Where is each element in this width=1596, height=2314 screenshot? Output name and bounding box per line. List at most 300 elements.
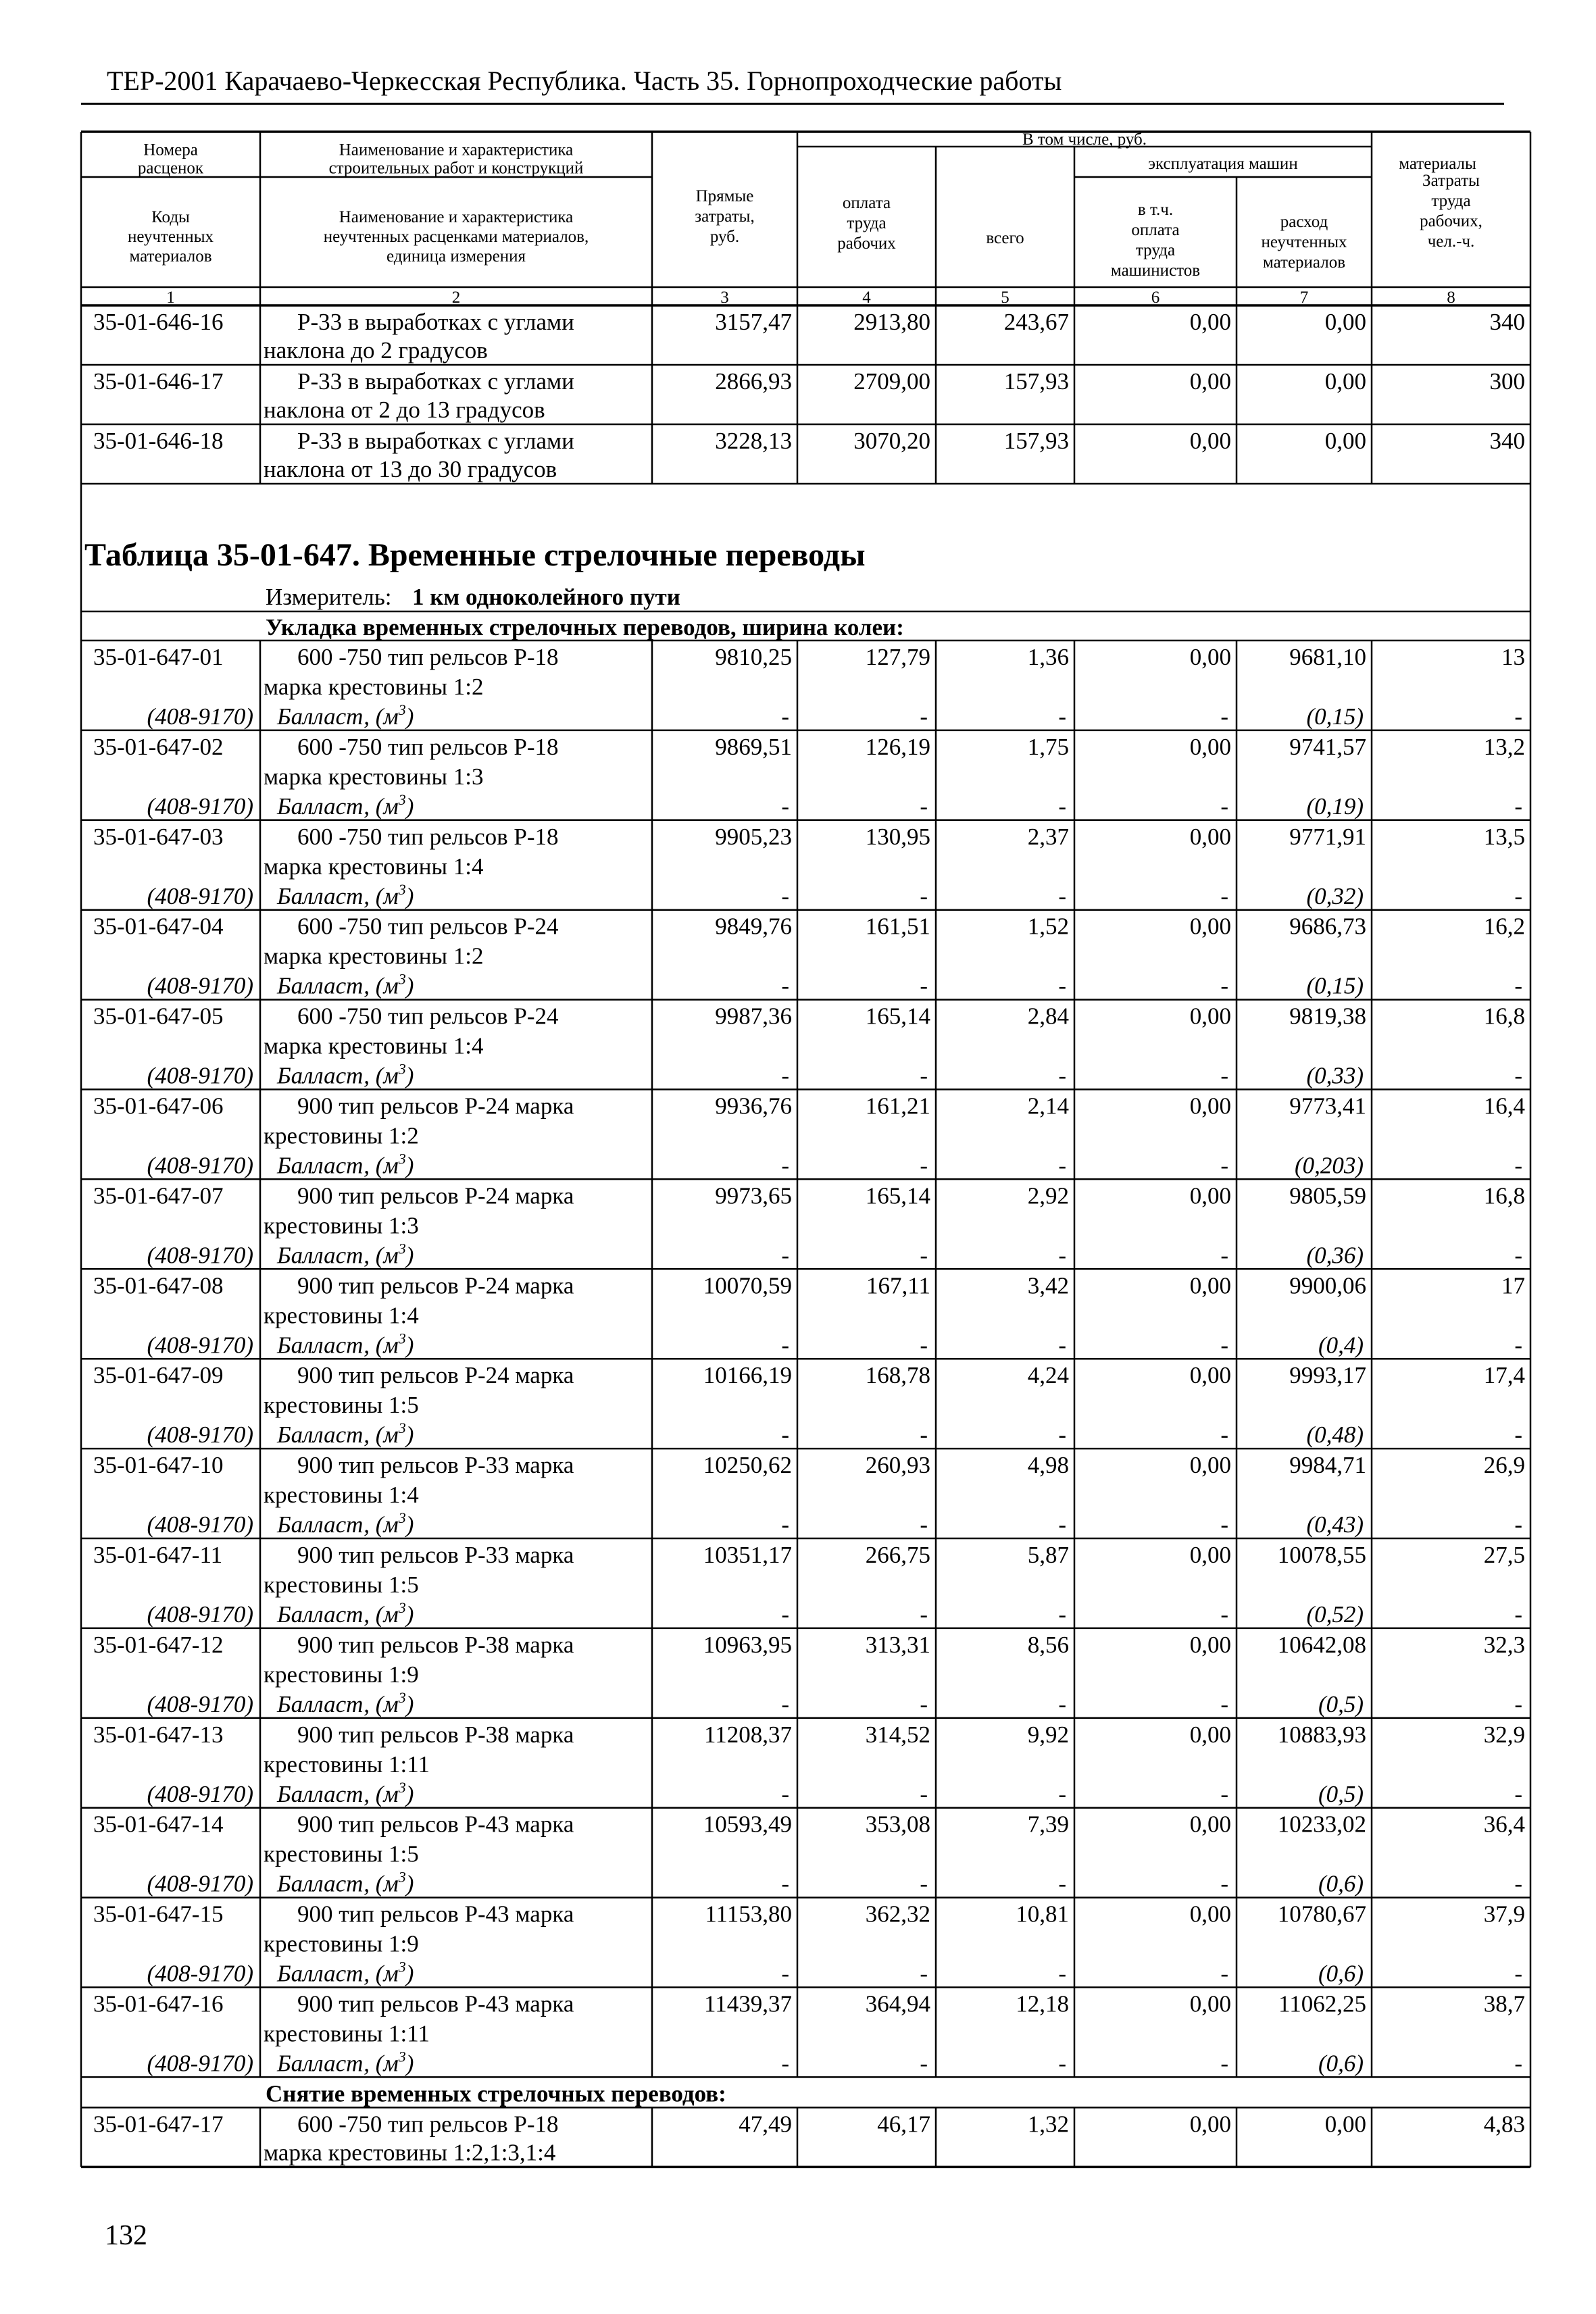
material-name-end: ) (405, 1332, 414, 1359)
material-unit-superscript: 3 (398, 701, 406, 718)
rate-code: 35-01-647-03 (93, 823, 224, 850)
empty-dash: - (1514, 972, 1522, 999)
cell-value: 353,08 (865, 1811, 930, 1838)
work-name: 600 -750 тип рельсов Р-18 (297, 733, 559, 760)
empty-dash: - (1220, 972, 1228, 999)
col-head-worker-pay: оплата (842, 194, 891, 212)
material-code: (408-9170) (147, 1511, 253, 1538)
rate-code: 35-01-647-01 (93, 644, 224, 670)
empty-dash: - (781, 2050, 789, 2077)
cell-value: 266,75 (865, 1542, 930, 1568)
work-name: крестовины 1:4 (264, 1482, 419, 1509)
cell-value: 9987,36 (715, 1003, 792, 1030)
rate-code: 35-01-647-13 (93, 1721, 224, 1748)
empty-dash: - (920, 1870, 928, 1897)
cell-value: 2866,93 (715, 368, 792, 395)
empty-dash: - (920, 1960, 928, 1987)
material-unit-superscript: 3 (398, 1599, 406, 1616)
col-head-group-machines: эксплуатация машин (1148, 155, 1298, 173)
work-name: крестовины 1:4 (264, 1302, 419, 1329)
cell-value: 0,00 (1189, 1542, 1231, 1568)
cell-value: 165,14 (865, 1182, 930, 1209)
cell-value: 0,00 (1189, 1901, 1231, 1928)
cell-value: 0,00 (1189, 1092, 1231, 1120)
empty-dash: - (1514, 1960, 1522, 1987)
col-number: 4 (862, 288, 871, 307)
material-unit-superscript: 3 (398, 790, 406, 808)
cell-value: 300 (1489, 368, 1525, 395)
rate-code: 35-01-647-16 (93, 1990, 224, 2017)
material-name-end: ) (405, 1422, 414, 1449)
cell-value: 46,17 (877, 2111, 930, 2138)
cell-value: 1,75 (1027, 733, 1069, 760)
work-name: 900 тип рельсов Р-33 марка (297, 1542, 574, 1568)
empty-dash: - (1058, 1780, 1066, 1807)
cell-value: 0,00 (1189, 644, 1231, 670)
empty-dash: - (920, 1601, 928, 1628)
empty-dash: - (1220, 1242, 1228, 1269)
empty-dash: - (1220, 1780, 1228, 1807)
work-name: крестовины 1:5 (264, 1571, 419, 1598)
cell-value: 0,00 (1189, 309, 1231, 335)
empty-dash: - (781, 1422, 789, 1449)
cell-value: 0,00 (1189, 823, 1231, 850)
empty-dash: - (920, 882, 928, 909)
cell-value: 0,00 (1189, 1721, 1231, 1748)
empty-dash: - (1058, 1332, 1066, 1359)
material-quantity: (0,6) (1318, 1960, 1364, 1987)
col-head-operator-pay: оплата (1131, 221, 1180, 239)
material-quantity: (0,36) (1306, 1242, 1364, 1269)
work-name: 900 тип рельсов Р-38 марка (297, 1631, 574, 1658)
material-name-end: ) (405, 1870, 414, 1897)
material-quantity: (0,4) (1318, 1332, 1364, 1359)
col-head-material-use: материалов (1262, 253, 1346, 272)
empty-dash: - (1220, 1332, 1228, 1359)
material-code: (408-9170) (147, 972, 253, 999)
material-unit-superscript: 3 (398, 2048, 406, 2065)
work-name: наклона до 2 градусов (264, 337, 488, 363)
empty-dash: - (1058, 1960, 1066, 1987)
col-head-worker-pay: труда (847, 214, 887, 232)
empty-dash: - (1514, 1601, 1522, 1628)
empty-dash: - (1514, 1690, 1522, 1717)
empty-dash: - (1220, 793, 1228, 820)
empty-dash: - (920, 1152, 928, 1179)
material-code: (408-9170) (147, 793, 253, 820)
empty-dash: - (1058, 1601, 1066, 1628)
cell-value: 1,52 (1027, 913, 1069, 940)
cell-value: 0,00 (1189, 428, 1231, 454)
material-name: Балласт, $(м^3)$ (277, 880, 414, 909)
cell-value: 9810,25 (715, 644, 792, 670)
cell-value: 10883,93 (1277, 1721, 1366, 1748)
cell-value: 47,49 (739, 2111, 792, 2138)
cell-value: 9973,65 (715, 1182, 792, 1209)
cell-value: 17 (1501, 1272, 1525, 1299)
col-head-machines-total: всего (986, 229, 1024, 247)
col-number: 5 (1001, 288, 1009, 307)
material-quantity: (0,203) (1294, 1152, 1364, 1179)
empty-dash: - (1514, 1511, 1522, 1538)
empty-dash: - (1058, 882, 1066, 909)
material-quantity: (0,48) (1306, 1422, 1364, 1449)
empty-dash: - (781, 1601, 789, 1628)
work-name: марка крестовины 1:2 (264, 942, 484, 970)
work-name: 600 -750 тип рельсов Р-18 (297, 644, 559, 670)
rate-code: 35-01-647-08 (93, 1272, 224, 1299)
rate-code: 35-01-647-10 (93, 1452, 224, 1479)
work-name: крестовины 1:5 (264, 1840, 419, 1867)
empty-dash: - (1514, 1780, 1522, 1807)
cell-value: 2,37 (1027, 823, 1069, 850)
cell-value: 0,00 (1189, 368, 1231, 395)
work-name: 900 тип рельсов Р-24 марка (297, 1182, 574, 1209)
col-head-direct-costs: руб. (709, 228, 740, 246)
material-code: (408-9170) (147, 1690, 253, 1717)
material-name: Балласт, $(м^3)$ (277, 1330, 414, 1359)
material-code: (408-9170) (147, 1332, 253, 1359)
work-name: крестовины 1:9 (264, 1930, 419, 1957)
material-name-end: ) (405, 1152, 414, 1179)
material-name-end: ) (405, 1062, 414, 1089)
col-number: 6 (1151, 288, 1160, 307)
material-code: (408-9170) (147, 1960, 253, 1987)
cell-value: 9771,91 (1289, 823, 1366, 850)
material-name-end: ) (405, 793, 414, 820)
work-name: наклона от 2 до 13 градусов (264, 397, 545, 423)
material-quantity: (0,33) (1306, 1062, 1364, 1089)
cell-value: 10233,02 (1277, 1811, 1366, 1838)
cell-value: 0,00 (1324, 368, 1366, 395)
work-name: марка крестовины 1:2,1:3,1:4 (264, 2139, 556, 2166)
material-unit-superscript: 3 (398, 1060, 406, 1078)
cell-value: 10250,62 (703, 1452, 792, 1479)
cell-value: 8,56 (1027, 1631, 1069, 1658)
empty-dash: - (1220, 1422, 1228, 1449)
col-head-material-name: неучтенных расценками материалов, (323, 228, 589, 246)
rate-code: 35-01-647-05 (93, 1003, 224, 1030)
material-code: (408-9170) (147, 1242, 253, 1269)
section-heading-removal: Снятие временных стрелочных переводов: (266, 2080, 726, 2107)
cell-value: 13,5 (1483, 823, 1525, 850)
cell-value: 362,32 (865, 1901, 930, 1928)
col-head-material-name: Наименование и характеристика (339, 208, 574, 226)
cell-value: 3157,47 (715, 309, 792, 335)
empty-dash: - (781, 1960, 789, 1987)
col-head-work-name: строительных работ и конструкций (328, 159, 584, 178)
empty-dash: - (781, 703, 789, 730)
cell-value: 10,81 (1016, 1901, 1069, 1928)
work-name: крестовины 1:11 (264, 2020, 430, 2047)
empty-dash: - (1220, 1870, 1228, 1897)
material-name: Балласт, $(м^3)$ (277, 1419, 414, 1449)
col-number: 1 (166, 288, 175, 307)
material-unit-superscript: 3 (398, 1778, 406, 1796)
cell-value: 2,92 (1027, 1182, 1069, 1209)
cell-value: 0,00 (1189, 1452, 1231, 1479)
rate-code: 35-01-647-09 (93, 1362, 224, 1389)
cell-value: 313,31 (865, 1631, 930, 1658)
cell-value: 0,00 (1189, 1362, 1231, 1389)
measure-label: Измеритель: (266, 584, 392, 610)
cell-value: 243,67 (1003, 309, 1069, 335)
cell-value: 13 (1501, 644, 1525, 670)
cell-value: 10078,55 (1277, 1542, 1366, 1568)
cell-value: 37,9 (1483, 1901, 1525, 1928)
material-quantity: (0,15) (1306, 703, 1364, 730)
col-head-material-code: материалов (129, 247, 212, 266)
empty-dash: - (781, 972, 789, 999)
cell-value: 0,00 (1189, 2111, 1231, 2138)
empty-dash: - (1220, 1152, 1228, 1179)
cell-value: 32,9 (1483, 1721, 1525, 1748)
empty-dash: - (920, 1511, 928, 1538)
work-name: марка крестовины 1:4 (264, 853, 484, 880)
work-name: 900 тип рельсов Р-38 марка (297, 1721, 574, 1748)
empty-dash: - (1220, 2050, 1228, 2077)
work-name: 900 тип рельсов Р-33 марка (297, 1452, 574, 1479)
col-number: 7 (1299, 288, 1309, 307)
table-title: Таблица 35-01-647. Временные стрелочные переводы (84, 537, 866, 573)
col-head-work-name: Наименование и характеристика (339, 141, 574, 159)
cell-value: 0,00 (1189, 1003, 1231, 1030)
empty-dash: - (781, 1152, 789, 1179)
material-code: (408-9170) (147, 1780, 253, 1807)
material-unit-superscript: 3 (398, 1868, 406, 1886)
empty-dash: - (920, 972, 928, 999)
cell-value: 38,7 (1483, 1990, 1525, 2017)
material-name-end: ) (405, 703, 414, 730)
rate-code: 35-01-646-17 (93, 368, 224, 395)
rate-code: 35-01-647-15 (93, 1901, 224, 1928)
rate-code: 35-01-647-06 (93, 1092, 224, 1120)
running-header: ТЕР-2001 Карачаево-Черкесская Республика. Часть 35. Горнопроходческие работы (107, 66, 1062, 96)
empty-dash: - (781, 1332, 789, 1359)
material-quantity: (0,5) (1318, 1780, 1364, 1807)
cell-value: 9,92 (1027, 1721, 1069, 1748)
rate-code: 35-01-647-12 (93, 1631, 224, 1658)
material-name: Балласт, $(м^3)$ (277, 1509, 414, 1538)
material-name: Балласт, $(м^3)$ (277, 790, 414, 820)
empty-dash: - (1058, 1690, 1066, 1717)
cell-value: 10593,49 (703, 1811, 792, 1838)
empty-dash: - (1514, 2050, 1522, 2077)
empty-dash: - (1514, 793, 1522, 820)
cell-value: 2,84 (1027, 1003, 1069, 1030)
material-code: (408-9170) (147, 1422, 253, 1449)
page-number: 132 (105, 2220, 147, 2251)
material-unit-superscript: 3 (398, 970, 406, 988)
cell-value: 4,24 (1027, 1362, 1069, 1389)
col-number: 3 (720, 288, 729, 307)
cell-value: 0,00 (1189, 1811, 1231, 1838)
col-number: 8 (1447, 288, 1455, 307)
col-head-material-name: единица измерения (386, 247, 526, 266)
empty-dash: - (920, 1332, 928, 1359)
cell-value: 11062,25 (1278, 1990, 1366, 2017)
cell-value: 16,8 (1483, 1182, 1525, 1209)
material-name-end: ) (405, 1511, 414, 1538)
cell-value: 9849,76 (715, 913, 792, 940)
work-name: крестовины 1:3 (264, 1212, 419, 1239)
work-name: Р-33 в выработках с углами (297, 309, 574, 335)
cell-value: 1,32 (1027, 2111, 1069, 2138)
cell-value: 13,2 (1483, 733, 1525, 760)
material-quantity: (0,52) (1306, 1601, 1364, 1628)
cell-value: 9993,17 (1289, 1362, 1366, 1389)
empty-dash: - (920, 2050, 928, 2077)
cell-value: 7,39 (1027, 1811, 1069, 1838)
material-quantity: (0,6) (1318, 1870, 1364, 1897)
material-unit-superscript: 3 (398, 1330, 406, 1347)
cell-value: 9741,57 (1289, 733, 1366, 760)
empty-dash: - (1514, 882, 1522, 909)
material-unit-superscript: 3 (398, 1240, 406, 1257)
material-name: Балласт, $(м^3)$ (277, 2048, 414, 2077)
col-head-labor: труда (1431, 192, 1471, 210)
cell-value: 9686,73 (1289, 913, 1366, 940)
cell-value: 364,94 (865, 1990, 930, 2017)
col-head-direct-costs: Прямые (695, 187, 754, 205)
empty-dash: - (920, 1062, 928, 1089)
rate-code: 35-01-647-17 (93, 2111, 224, 2138)
material-code: (408-9170) (147, 1062, 253, 1089)
material-name-end: ) (405, 1780, 414, 1807)
cell-value: 167,11 (866, 1272, 930, 1299)
empty-dash: - (1220, 882, 1228, 909)
cell-value: 3,42 (1027, 1272, 1069, 1299)
cell-value: 0,00 (1189, 1631, 1231, 1658)
col-head-material-use: неучтенных (1261, 233, 1347, 251)
cell-value: 0,00 (1189, 1182, 1231, 1209)
cell-value: 10963,95 (703, 1631, 792, 1658)
empty-dash: - (1220, 1511, 1228, 1538)
empty-dash: - (1220, 703, 1228, 730)
col-head-labor: Затраты (1422, 172, 1480, 190)
material-name-end: ) (405, 2050, 414, 2077)
material-code: (408-9170) (147, 882, 253, 909)
col-head-group-rub: В том числе, руб. (1022, 130, 1147, 149)
material-unit-superscript: 3 (398, 880, 406, 898)
cell-value: 10166,19 (703, 1362, 792, 1389)
cell-value: 12,18 (1016, 1990, 1069, 2017)
cell-value: 314,52 (865, 1721, 930, 1748)
material-unit-superscript: 3 (398, 1688, 406, 1706)
cell-value: 2,14 (1027, 1092, 1069, 1120)
work-name: 600 -750 тип рельсов Р-24 (297, 1003, 559, 1030)
col-head-worker-pay: рабочих (837, 234, 896, 253)
material-quantity: (0,19) (1306, 793, 1364, 820)
empty-dash: - (1058, 1062, 1066, 1089)
cell-value: 340 (1489, 428, 1525, 454)
empty-dash: - (1514, 1422, 1522, 1449)
cell-value: 10780,67 (1277, 1901, 1366, 1928)
empty-dash: - (920, 1690, 928, 1717)
cell-value: 10351,17 (703, 1542, 792, 1568)
work-name: 900 тип рельсов Р-24 марка (297, 1092, 574, 1120)
empty-dash: - (1058, 1152, 1066, 1179)
empty-dash: - (781, 793, 789, 820)
col-head-direct-costs: затраты, (695, 207, 755, 226)
col-head-operator-pay: труда (1135, 241, 1176, 259)
empty-dash: - (1220, 1062, 1228, 1089)
cell-value: 0,00 (1324, 2111, 1366, 2138)
cell-value: 2913,80 (853, 309, 930, 335)
cell-value: 26,9 (1483, 1452, 1525, 1479)
work-name: Р-33 в выработках с углами (297, 428, 574, 454)
cell-value: 1,36 (1027, 644, 1069, 670)
cell-value: 16,4 (1483, 1092, 1525, 1120)
empty-dash: - (1514, 1242, 1522, 1269)
empty-dash: - (781, 1511, 789, 1538)
work-name: крестовины 1:11 (264, 1751, 430, 1778)
rate-code: 35-01-647-02 (93, 733, 224, 760)
work-name: 900 тип рельсов Р-24 марка (297, 1362, 574, 1389)
work-name: марка крестовины 1:3 (264, 763, 484, 790)
material-code: (408-9170) (147, 1152, 253, 1179)
empty-dash: - (781, 1870, 789, 1897)
material-name: Балласт, $(м^3)$ (277, 1688, 414, 1717)
material-name: Балласт, $(м^3)$ (277, 1599, 414, 1628)
material-code: (408-9170) (147, 2050, 253, 2077)
rate-code: 35-01-647-14 (93, 1811, 224, 1838)
empty-dash: - (1058, 1870, 1066, 1897)
work-name: 900 тип рельсов Р-43 марка (297, 1901, 574, 1928)
col-head-labor: чел.-ч. (1427, 232, 1475, 251)
material-name: Балласт, $(м^3)$ (277, 1150, 414, 1179)
material-quantity: (0,43) (1306, 1511, 1364, 1538)
cell-value: 16,2 (1483, 913, 1525, 940)
cell-value: 9869,51 (715, 733, 792, 760)
material-name: Балласт, $(м^3)$ (277, 701, 414, 730)
work-name: марка крестовины 1:4 (264, 1032, 484, 1059)
empty-dash: - (1514, 703, 1522, 730)
empty-dash: - (1514, 1062, 1522, 1089)
cell-value: 168,78 (865, 1362, 930, 1389)
work-name: 900 тип рельсов Р-24 марка (297, 1272, 574, 1299)
cell-value: 0,00 (1324, 428, 1366, 454)
cell-value: 2709,00 (853, 368, 930, 395)
empty-dash: - (781, 1780, 789, 1807)
material-name-end: ) (405, 1601, 414, 1628)
cell-value: 10642,08 (1277, 1631, 1366, 1658)
material-name-end: ) (405, 972, 414, 999)
work-name: наклона от 13 до 30 градусов (264, 456, 557, 482)
cell-value: 0,00 (1189, 1272, 1231, 1299)
rate-code: 35-01-647-04 (93, 913, 224, 940)
material-name-end: ) (405, 1690, 414, 1717)
cell-value: 9905,23 (715, 823, 792, 850)
work-name: крестовины 1:9 (264, 1661, 419, 1688)
material-name: Балласт, $(м^3)$ (277, 1240, 414, 1269)
cell-value: 127,79 (865, 644, 930, 670)
material-name: Балласт, $(м^3)$ (277, 1958, 414, 1987)
empty-dash: - (1514, 1152, 1522, 1179)
empty-dash: - (1058, 1242, 1066, 1269)
empty-dash: - (1058, 972, 1066, 999)
cell-value: 9936,76 (715, 1092, 792, 1120)
col-head-material-code: неучтенных (127, 228, 214, 246)
empty-dash: - (781, 1062, 789, 1089)
work-name: 900 тип рельсов Р-43 марка (297, 1990, 574, 2017)
col-head-material-code: Коды (151, 208, 190, 226)
col-number: 2 (451, 288, 461, 307)
empty-dash: - (1220, 1690, 1228, 1717)
material-unit-superscript: 3 (398, 1958, 406, 1976)
section-heading-install: Укладка временных стрелочных переводов, ширина колеи: (266, 614, 904, 640)
cell-value: 165,14 (865, 1003, 930, 1030)
